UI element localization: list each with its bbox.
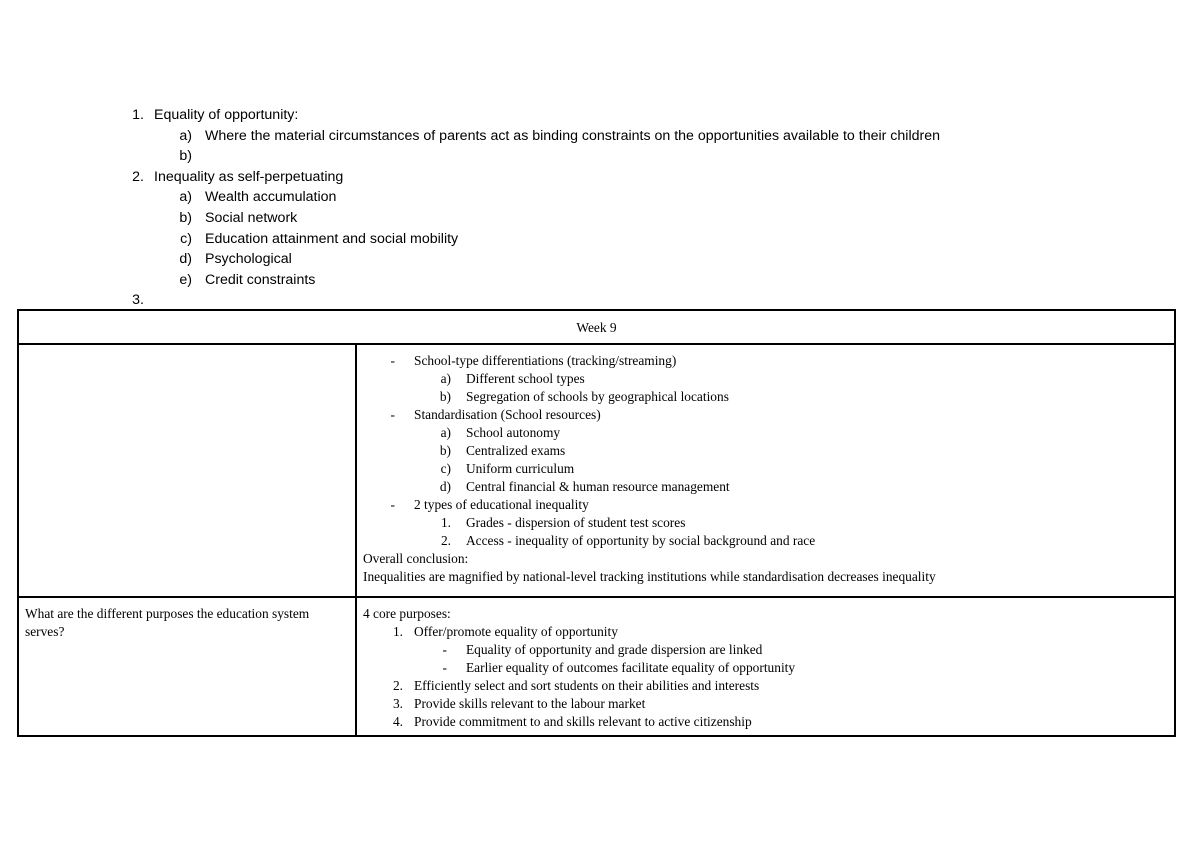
note-line xyxy=(357,550,1174,568)
note-text: Different school types xyxy=(466,371,585,386)
notes-cell xyxy=(357,598,1174,735)
notes-cell xyxy=(357,345,1174,596)
list-item xyxy=(0,187,1200,208)
note-text: Uniform curriculum xyxy=(466,461,575,476)
list-item xyxy=(0,290,1200,311)
list-marker: c) xyxy=(180,230,192,247)
note-line xyxy=(357,695,1174,713)
note-marker: - xyxy=(390,407,395,422)
note-line xyxy=(357,478,1174,496)
note-line xyxy=(357,352,1174,370)
note-line xyxy=(357,496,1174,514)
note-marker: - xyxy=(442,660,447,675)
list-marker: a) xyxy=(179,189,192,206)
note-line xyxy=(357,713,1174,731)
note-marker: c) xyxy=(440,461,451,476)
list-item xyxy=(0,105,1200,126)
note-line xyxy=(357,568,1174,586)
list-text: Inequality as self-perpetuating xyxy=(154,168,344,185)
list-marker: 3. xyxy=(132,292,144,309)
list-marker: d) xyxy=(179,251,192,268)
note-marker: 1. xyxy=(392,624,403,639)
note-marker: b) xyxy=(439,443,451,458)
list-item xyxy=(0,249,1200,270)
note-line xyxy=(357,514,1174,532)
note-text: Equality of opportunity and grade dispersion are linked xyxy=(466,642,763,657)
note-text: Inequalities are magnified by national-level tracking institutions while standardisation decreases inequality xyxy=(363,569,936,584)
note-marker: 4. xyxy=(392,714,403,729)
note-marker: a) xyxy=(440,425,451,440)
note-line xyxy=(357,623,1174,641)
note-line xyxy=(357,677,1174,695)
note-line xyxy=(357,605,1174,623)
note-text: Standardisation (School resources) xyxy=(414,407,601,422)
note-marker: - xyxy=(442,642,447,657)
note-text: Provide skills relevant to the labour market xyxy=(414,696,646,711)
list-item xyxy=(0,270,1200,291)
list-text: Social network xyxy=(205,209,298,226)
table-row xyxy=(19,345,1174,596)
note-text: 2 types of educational inequality xyxy=(414,497,589,512)
note-marker: 2. xyxy=(392,678,403,693)
note-text: Central financial & human resource management xyxy=(466,479,730,494)
list-marker: e) xyxy=(179,271,192,288)
list-text: Where the material circumstances of parents act as binding constraints on the opportunities available to their children xyxy=(205,127,940,144)
note-text: School autonomy xyxy=(466,425,561,440)
note-marker: b) xyxy=(439,389,451,404)
list-item xyxy=(0,146,1200,167)
note-line xyxy=(357,406,1174,424)
notes-table xyxy=(17,309,1176,737)
note-marker: - xyxy=(390,497,395,512)
question-cell: What are the different purposes the education system serves? xyxy=(19,598,357,735)
note-text: Grades - dispersion of student test scores xyxy=(466,515,686,530)
note-text: School-type differentiations (tracking/streaming) xyxy=(414,353,677,368)
note-line xyxy=(357,388,1174,406)
note-line xyxy=(357,442,1174,460)
note-line xyxy=(357,424,1174,442)
note-marker: 1. xyxy=(440,515,451,530)
list-marker: 2. xyxy=(132,168,144,185)
list-text: Education attainment and social mobility xyxy=(205,230,459,247)
table-row xyxy=(19,596,1174,735)
note-text: Segregation of schools by geographical locations xyxy=(466,389,729,404)
note-text: Access - inequality of opportunity by social background and race xyxy=(466,533,816,548)
list-item xyxy=(0,229,1200,250)
outline-list xyxy=(0,105,1200,311)
list-marker: 1. xyxy=(132,107,144,123)
note-text: 4 core purposes: xyxy=(363,606,451,621)
list-text: Credit constraints xyxy=(205,271,316,288)
list-marker: b) xyxy=(179,148,192,165)
list-item xyxy=(0,126,1200,147)
note-marker: d) xyxy=(439,479,451,494)
note-marker: 3. xyxy=(392,696,403,711)
note-line xyxy=(357,641,1174,659)
note-line xyxy=(357,460,1174,478)
note-marker: a) xyxy=(440,371,451,386)
note-line xyxy=(357,659,1174,677)
list-marker: b) xyxy=(179,209,192,226)
table-header: Week 9 xyxy=(19,311,1174,345)
list-text: Equality of opportunity: xyxy=(154,107,299,123)
note-text: Efficiently select and sort students on their abilities and interests xyxy=(414,678,760,693)
list-item xyxy=(0,208,1200,229)
note-marker: 2. xyxy=(440,533,451,548)
note-text: Earlier equality of outcomes facilitate equality of opportunity xyxy=(466,660,796,675)
list-marker: a) xyxy=(179,127,192,144)
note-line xyxy=(357,532,1174,550)
list-text: Wealth accumulation xyxy=(205,189,337,206)
note-text: Provide commitment to and skills relevant to active citizenship xyxy=(414,714,752,729)
note-text: Overall conclusion: xyxy=(363,551,469,566)
question-cell xyxy=(19,345,357,596)
note-marker: - xyxy=(390,353,395,368)
note-line xyxy=(357,370,1174,388)
note-text: Offer/promote equality of opportunity xyxy=(414,624,618,639)
list-text: Psychological xyxy=(205,251,292,268)
list-item xyxy=(0,167,1200,188)
note-text: Centralized exams xyxy=(466,443,566,458)
